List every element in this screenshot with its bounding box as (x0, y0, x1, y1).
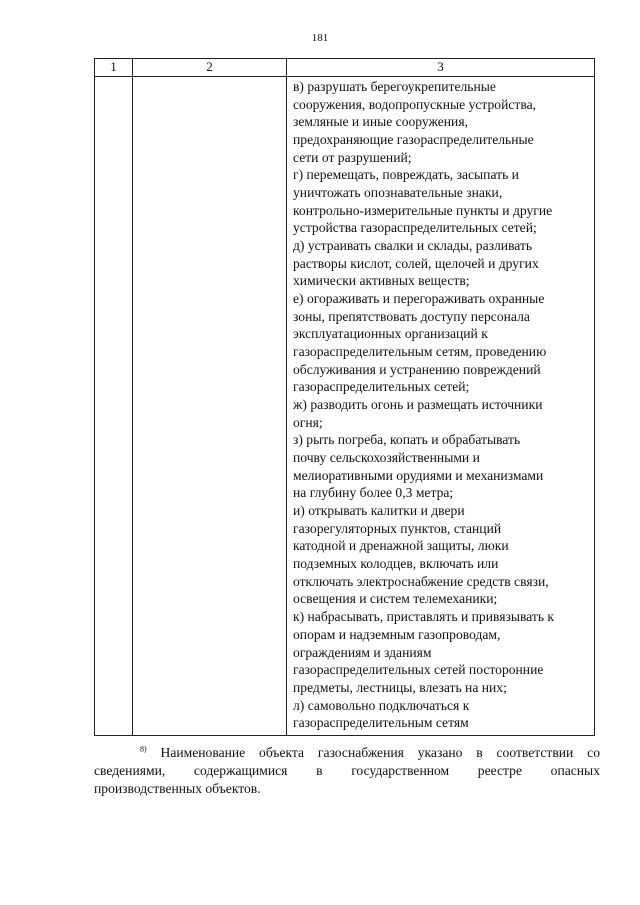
text-line: контрольно-измерительные пункты и другие (293, 202, 553, 218)
text-line: освещения и систем телемеханики; (293, 591, 498, 607)
text-line: газораспределительных сетей; (293, 379, 470, 395)
text-line: газораспределительных сетей посторонние (293, 662, 544, 678)
text-line: химически активных веществ; (293, 273, 470, 289)
text-line: д) устраивать свалки и склады, разливать (293, 238, 533, 254)
text-line: ж) разводить огонь и размещать источники (293, 397, 543, 413)
page-number: 181 (311, 32, 329, 44)
text-line: уничтожать опознавательные знаки, (293, 185, 503, 201)
text-line: предметы, лестницы, влезать на них; (293, 679, 507, 695)
text-line: газораспределительным сетям, проведению (293, 344, 547, 360)
text-line: сети от разрушений; (293, 149, 412, 165)
footnote-text-1: Наименование объекта газоснабжения указано в соответствии со (160, 745, 600, 760)
cell-col-1 (95, 77, 133, 736)
text-line: мелиоративными орудиями и механизмами (293, 467, 544, 483)
text-line: устройства газораспределительных сетей; (293, 220, 537, 236)
footnote (94, 744, 600, 798)
footnote-line-1 (94, 744, 600, 762)
text-line: почву сельскохозяйственными и (293, 450, 480, 466)
footnote-line-3: производственных объектов. (94, 781, 261, 796)
prohibitions-text (293, 78, 590, 732)
text-line: з) рыть погреба, копать и обрабатывать (293, 432, 521, 448)
text-line: зоны, препятствовать доступу персонала (293, 308, 530, 324)
text-line: предохраняющие газораспределительные (293, 132, 534, 148)
footnote-marker: 8) (140, 744, 147, 754)
table-header-row (95, 59, 595, 77)
text-line: г) перемещать, повреждать, засыпать и (293, 167, 519, 183)
text-line: сооружения, водопропускные устройства, (293, 96, 537, 112)
text-line: подземных колодцев, включать или (293, 556, 499, 572)
text-line: огня; (293, 414, 323, 430)
text-line: газораспределительным сетям (293, 715, 469, 731)
text-line: земляные и иные сооружения, (293, 114, 468, 130)
column-header-1: 1 (95, 59, 133, 77)
text-line: в) разрушать берегоукрепительные (293, 79, 496, 94)
text-line: на глубину более 0,3 метра; (293, 485, 454, 501)
text-line: обслуживания и устранению повреждений (293, 361, 541, 377)
column-header-3: 3 (287, 59, 595, 77)
text-line: л) самовольно подключаться к (293, 697, 470, 713)
text-line: опорам и надземным газопроводам, (293, 626, 501, 642)
cell-col-3 (287, 77, 595, 736)
text-line: и) открывать калитки и двери (293, 503, 465, 519)
table-row (95, 77, 595, 736)
cell-col-2 (133, 77, 287, 736)
footnote-line-2: сведениями, содержащимися в государственном реестре опасных (94, 763, 600, 778)
requirements-table (94, 58, 595, 736)
text-line: газорегуляторных пунктов, станций (293, 520, 502, 536)
text-line: ограждениям и зданиям (293, 644, 432, 660)
text-line: катодной и дренажной защиты, люки (293, 538, 509, 554)
column-header-2: 2 (133, 59, 287, 77)
text-line: е) огораживать и перегораживать охранные (293, 291, 545, 307)
text-line: отключать электроснабжение средств связи, (293, 573, 549, 589)
text-line: растворы кислот, солей, щелочей и других (293, 255, 539, 271)
text-line: к) набрасывать, приставлять и привязывать к (293, 609, 555, 625)
text-line: эксплуатационных организаций к (293, 326, 488, 342)
